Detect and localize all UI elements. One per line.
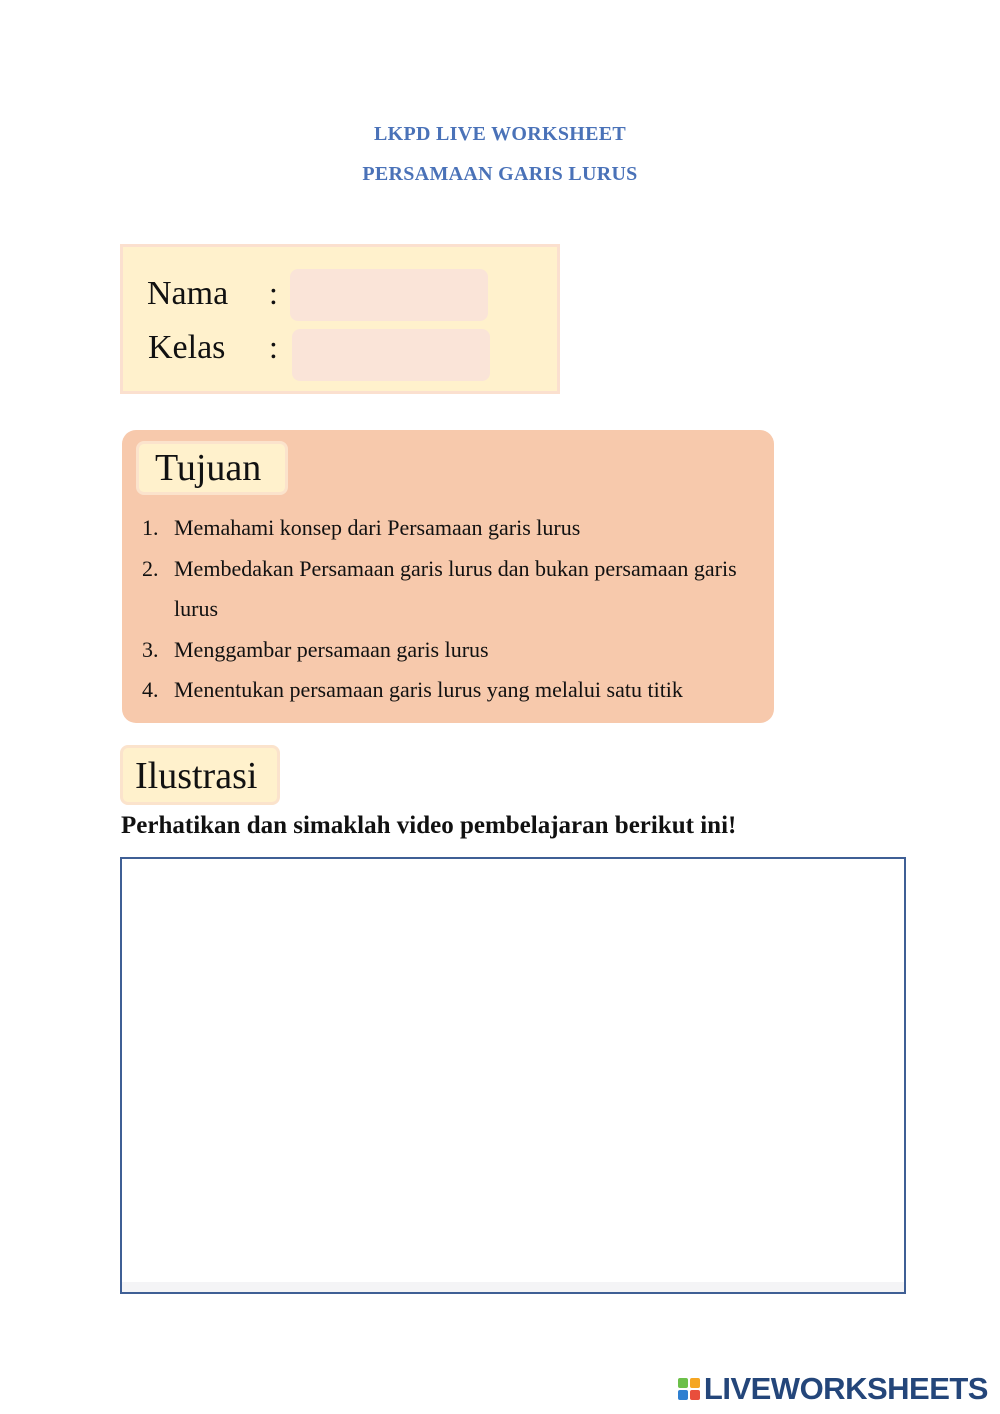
name-colon: : xyxy=(269,275,278,311)
liveworksheets-brand xyxy=(678,1372,988,1406)
goal-number: 3. xyxy=(142,636,159,662)
goal-text: Memahami konsep dari Persamaan garis lurus xyxy=(174,515,581,540)
class-input[interactable] xyxy=(292,329,490,381)
worksheet-subtitle: PERSAMAAN GARIS LURUS xyxy=(362,163,638,185)
liveworksheets-logo-icon xyxy=(678,1378,700,1400)
logo-square xyxy=(678,1378,688,1388)
goal-item xyxy=(142,549,762,630)
instruction-text: Perhatikan dan simaklah video pembelajaran berikut ini! xyxy=(121,812,737,839)
class-label: Kelas xyxy=(148,329,226,366)
class-colon: : xyxy=(269,329,278,365)
goal-list xyxy=(142,508,762,711)
name-label: Nama xyxy=(147,275,229,312)
worksheet-title: LKPD LIVE WORKSHEET xyxy=(373,123,627,145)
logo-square xyxy=(678,1390,688,1400)
video-embed[interactable] xyxy=(120,857,906,1294)
brand-text: LIVEWORKSHEETS xyxy=(703,1371,988,1406)
goal-item xyxy=(142,670,762,711)
goal-text: Menggambar persamaan garis lurus xyxy=(174,636,489,662)
logo-square xyxy=(690,1378,700,1388)
goal-text: Menentukan persamaan garis lurus yang melalui satu titik xyxy=(174,677,683,702)
goal-number: 4. xyxy=(142,677,159,702)
ilustrasi-heading: Ilustrasi xyxy=(120,745,280,805)
tujuan-heading: Tujuan xyxy=(136,441,288,495)
tujuan-panel xyxy=(122,430,774,723)
goal-item xyxy=(142,630,762,671)
goal-number: 2. xyxy=(142,555,159,581)
video-bottom-strip xyxy=(122,1282,904,1292)
goal-item xyxy=(142,508,762,549)
logo-square xyxy=(690,1390,700,1400)
name-input[interactable] xyxy=(290,269,488,321)
goal-number: 1. xyxy=(142,515,159,540)
identity-box xyxy=(120,244,560,394)
goal-text: Membedakan Persamaan garis lurus dan bukan persamaan garis lurus xyxy=(174,555,737,621)
